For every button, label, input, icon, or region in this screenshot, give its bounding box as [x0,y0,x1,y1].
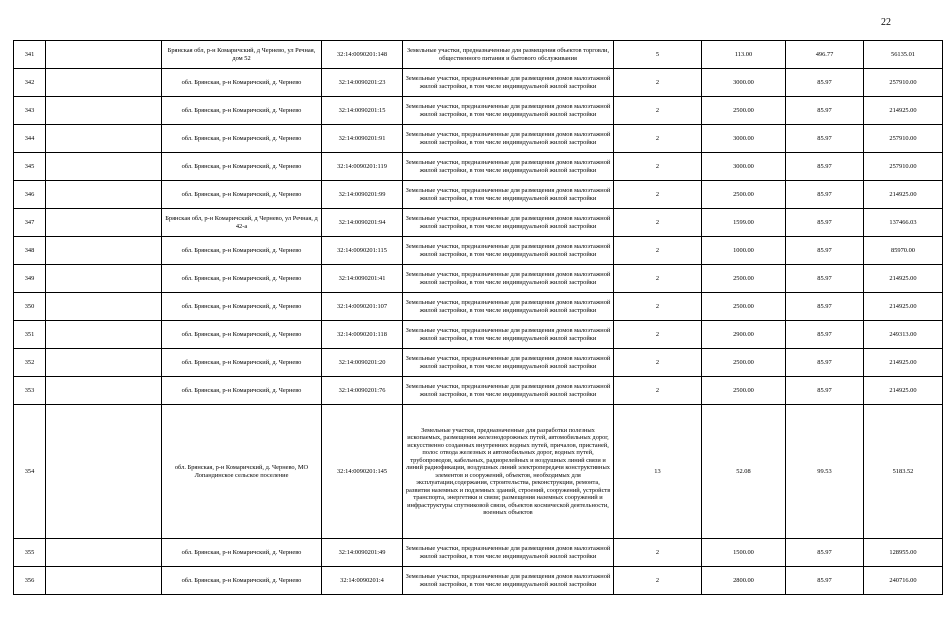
spacer-cell [46,539,162,567]
cadastral-value-cell: 5183.52 [864,405,943,539]
area-cell: 2500.00 [702,377,786,405]
row-number-cell: 341 [14,41,46,69]
cadastral-number-cell: 32:14:0090201:119 [322,153,403,181]
area-cell: 1599.00 [702,209,786,237]
cadastral-value-cell: 214925.00 [864,181,943,209]
cadastral-number-cell: 32:14:0090201:91 [322,125,403,153]
address-cell: Брянская обл, р-н Комаричский, д Чернево, ул Речная, дом 52 [162,41,322,69]
area-cell: 1500.00 [702,539,786,567]
group-cell: 5 [614,41,702,69]
area-cell: 3000.00 [702,69,786,97]
cadastral-number-cell: 32:14:0090201:76 [322,377,403,405]
table-row [14,265,943,293]
spacer-cell [46,41,162,69]
specific-value-cell: 85.97 [786,265,864,293]
area-cell: 1000.00 [702,237,786,265]
spacer-cell [46,265,162,293]
land-use-cell: Земельные участки, предназначенные для размещения домов малоэтажной жилой застройки, в том числе индивидуальной жилой застройки [403,125,614,153]
row-number-cell: 342 [14,69,46,97]
specific-value-cell: 85.97 [786,539,864,567]
table-row [14,181,943,209]
area-cell: 2500.00 [702,265,786,293]
specific-value-cell: 85.97 [786,349,864,377]
specific-value-cell: 85.97 [786,125,864,153]
address-cell: обл. Брянская, р-н Комаричский, д. Чернево [162,539,322,567]
area-cell: 2800.00 [702,567,786,595]
cadastral-number-cell: 32:14:0090201:15 [322,97,403,125]
row-number-cell: 346 [14,181,46,209]
specific-value-cell: 85.97 [786,181,864,209]
land-use-cell: Земельные участки, предназначенные для размещения домов малоэтажной жилой застройки, в том числе индивидуальной жилой застройки [403,539,614,567]
cadastral-value-cell: 257910.00 [864,69,943,97]
row-number-cell: 355 [14,539,46,567]
address-cell: Брянская обл, р-н Комаричский, д Чернево, ул Речная, д 42-а [162,209,322,237]
area-cell: 2500.00 [702,293,786,321]
address-cell: обл. Брянская, р-н Комаричский, д. Чернево [162,567,322,595]
specific-value-cell: 496.77 [786,41,864,69]
spacer-cell [46,153,162,181]
table-row [14,237,943,265]
group-cell: 2 [614,125,702,153]
area-cell: 3000.00 [702,125,786,153]
area-cell: 52.08 [702,405,786,539]
spacer-cell [46,377,162,405]
address-cell: обл. Брянская, р-н Комаричский, д. Чернево [162,377,322,405]
specific-value-cell: 85.97 [786,97,864,125]
address-cell: обл. Брянская, р-н Комаричский, д. Чернево [162,293,322,321]
cadastral-number-cell: 32:14:0090201:145 [322,405,403,539]
address-cell: обл. Брянская, р-н Комаричский, д. Чернево [162,97,322,125]
land-use-cell: Земельные участки, предназначенные для размещения домов малоэтажной жилой застройки, в том числе индивидуальной жилой застройки [403,181,614,209]
row-number-cell: 344 [14,125,46,153]
address-cell: обл. Брянская, р-н Комаричский, д. Чернево [162,181,322,209]
land-use-cell: Земельные участки, предназначенные для размещения домов малоэтажной жилой застройки, в том числе индивидуальной жилой застройки [403,237,614,265]
land-use-cell: Земельные участки, предназначенные для размещения домов малоэтажной жилой застройки, в том числе индивидуальной жилой застройки [403,321,614,349]
spacer-cell [46,567,162,595]
row-number-cell: 353 [14,377,46,405]
row-number-cell: 347 [14,209,46,237]
table-row [14,539,943,567]
specific-value-cell: 85.97 [786,293,864,321]
table-row [14,153,943,181]
address-cell: обл. Брянская, р-н Комаричский, д. Чернево [162,265,322,293]
row-number-cell: 348 [14,237,46,265]
row-number-cell: 354 [14,405,46,539]
cadastral-number-cell: 32:14:0090201:118 [322,321,403,349]
row-number-cell: 356 [14,567,46,595]
cadastral-value-cell: 214925.00 [864,265,943,293]
table-row [14,69,943,97]
address-cell: обл. Брянская, р-н Комаричский, д. Чернево, МО Лопандинское сельское поселение [162,405,322,539]
cadastral-number-cell: 32:14:0090201:148 [322,41,403,69]
group-cell: 2 [614,321,702,349]
address-cell: обл. Брянская, р-н Комаричский, д. Чернево [162,153,322,181]
spacer-cell [46,209,162,237]
group-cell: 2 [614,237,702,265]
cadastral-number-cell: 32:14:0090201:4 [322,567,403,595]
specific-value-cell: 85.97 [786,153,864,181]
group-cell: 2 [614,97,702,125]
row-number-cell: 349 [14,265,46,293]
land-use-cell: Земельные участки, предназначенные для размещения домов малоэтажной жилой застройки, в том числе индивидуальной жилой застройки [403,265,614,293]
table-row [14,377,943,405]
cadastral-number-cell: 32:14:0090201:99 [322,181,403,209]
cadastral-value-cell: 214925.00 [864,377,943,405]
cadastral-number-cell: 32:14:0090201:115 [322,237,403,265]
group-cell: 2 [614,181,702,209]
group-cell: 2 [614,293,702,321]
cadastral-value-cell: 56135.01 [864,41,943,69]
spacer-cell [46,237,162,265]
spacer-cell [46,321,162,349]
land-use-cell: Земельные участки, предназначенные для размещения домов малоэтажной жилой застройки, в том числе индивидуальной жилой застройки [403,293,614,321]
specific-value-cell: 85.97 [786,69,864,97]
group-cell: 2 [614,377,702,405]
group-cell: 2 [614,567,702,595]
address-cell: обл. Брянская, р-н Комаричский, д. Чернево [162,125,322,153]
table-row [14,321,943,349]
address-cell: обл. Брянская, р-н Комаричский, д. Чернево [162,69,322,97]
area-cell: 2500.00 [702,97,786,125]
cadastral-value-cell: 240716.00 [864,567,943,595]
cadastral-value-cell: 214925.00 [864,97,943,125]
table-row [14,567,943,595]
cadastral-value-cell: 85970.00 [864,237,943,265]
land-use-cell: Земельные участки, предназначенные для размещения домов малоэтажной жилой застройки, в том числе индивидуальной жилой застройки [403,153,614,181]
specific-value-cell: 85.97 [786,209,864,237]
specific-value-cell: 85.97 [786,377,864,405]
cadastral-value-cell: 214925.00 [864,349,943,377]
spacer-cell [46,125,162,153]
group-cell: 2 [614,539,702,567]
cadastral-value-cell: 214925.00 [864,293,943,321]
cadastral-number-cell: 32:14:0090201:23 [322,69,403,97]
cadastral-value-table [13,40,943,595]
area-cell: 3000.00 [702,153,786,181]
spacer-cell [46,293,162,321]
cadastral-number-cell: 32:14:0090201:94 [322,209,403,237]
area-cell: 2500.00 [702,349,786,377]
cadastral-number-cell: 32:14:0090201:41 [322,265,403,293]
spacer-cell [46,181,162,209]
cadastral-number-cell: 32:14:0090201:49 [322,539,403,567]
specific-value-cell: 99.53 [786,405,864,539]
table-row [14,209,943,237]
land-use-cell: Земельные участки, предназначенные для размещения домов малоэтажной жилой застройки, в том числе индивидуальной жилой застройки [403,97,614,125]
group-cell: 2 [614,69,702,97]
cadastral-value-cell: 257910.00 [864,125,943,153]
land-use-cell: Земельные участки, предназначенные для размещения домов малоэтажной жилой застройки, в том числе индивидуальной жилой застройки [403,69,614,97]
cadastral-value-cell: 128955.00 [864,539,943,567]
spacer-cell [46,405,162,539]
group-cell: 2 [614,265,702,293]
table-row [14,97,943,125]
group-cell: 2 [614,209,702,237]
area-cell: 2900.00 [702,321,786,349]
cadastral-value-cell: 137466.03 [864,209,943,237]
land-use-cell: Земельные участки, предназначенные для размещения домов малоэтажной жилой застройки, в том числе индивидуальной жилой застройки [403,209,614,237]
spacer-cell [46,97,162,125]
table-row [14,293,943,321]
cadastral-value-cell: 257910.00 [864,153,943,181]
address-cell: обл. Брянская, р-н Комаричский, д. Чернево [162,349,322,377]
land-use-cell: Земельные участки, предназначенные для размещения объектов торговли, общественного питания и бытового обслуживания [403,41,614,69]
specific-value-cell: 85.97 [786,237,864,265]
spacer-cell [46,69,162,97]
address-cell: обл. Брянская, р-н Комаричский, д. Чернево [162,237,322,265]
address-cell: обл. Брянская, р-н Комаричский, д. Чернево [162,321,322,349]
land-use-cell: Земельные участки, предназначенные для размещения домов малоэтажной жилой застройки, в том числе индивидуальной жилой застройки [403,349,614,377]
area-cell: 2500.00 [702,181,786,209]
cadastral-number-cell: 32:14:0090201:107 [322,293,403,321]
row-number-cell: 351 [14,321,46,349]
row-number-cell: 352 [14,349,46,377]
specific-value-cell: 85.97 [786,567,864,595]
cadastral-value-cell: 249313.00 [864,321,943,349]
spacer-cell [46,349,162,377]
page-number: 22 [881,17,891,28]
land-use-cell: Земельные участки, предназначенные для размещения домов малоэтажной жилой застройки, в том числе индивидуальной жилой застройки [403,567,614,595]
cadastral-number-cell: 32:14:0090201:20 [322,349,403,377]
table-row [14,41,943,69]
area-cell: 113.00 [702,41,786,69]
group-cell: 2 [614,153,702,181]
row-number-cell: 350 [14,293,46,321]
row-number-cell: 343 [14,97,46,125]
table-row [14,125,943,153]
land-use-cell: Земельные участки, предназначенные для разработки полезных ископаемых, размещения железнодорожных путей, автомобильных дорог, искусственно созданных внутренних водных путей, причалов, пристаней, полос отвода железных и автомобильных дорог, водных путей, трубопроводов, кабельных, радиорелейных и воздушных линий связи и линий радиофикации, воздушных линий электропередачи конструктивных элементов и сооружений, объектов, необходимых для эксплуатации,содержания, строительства, реконструкции, ремонта, развития наземных и подземных зданий, строений, сооружений, устройств транспорта, энергетики и связи; размещения наземных сооружений и инфраструктуры спутниковой связи, объектов космической деятельности, военных объектов [403,405,614,539]
table-row [14,405,943,539]
table-body [14,41,943,595]
specific-value-cell: 85.97 [786,321,864,349]
table-row [14,349,943,377]
row-number-cell: 345 [14,153,46,181]
group-cell: 13 [614,405,702,539]
land-use-cell: Земельные участки, предназначенные для размещения домов малоэтажной жилой застройки, в том числе индивидуальной жилой застройки [403,377,614,405]
group-cell: 2 [614,349,702,377]
